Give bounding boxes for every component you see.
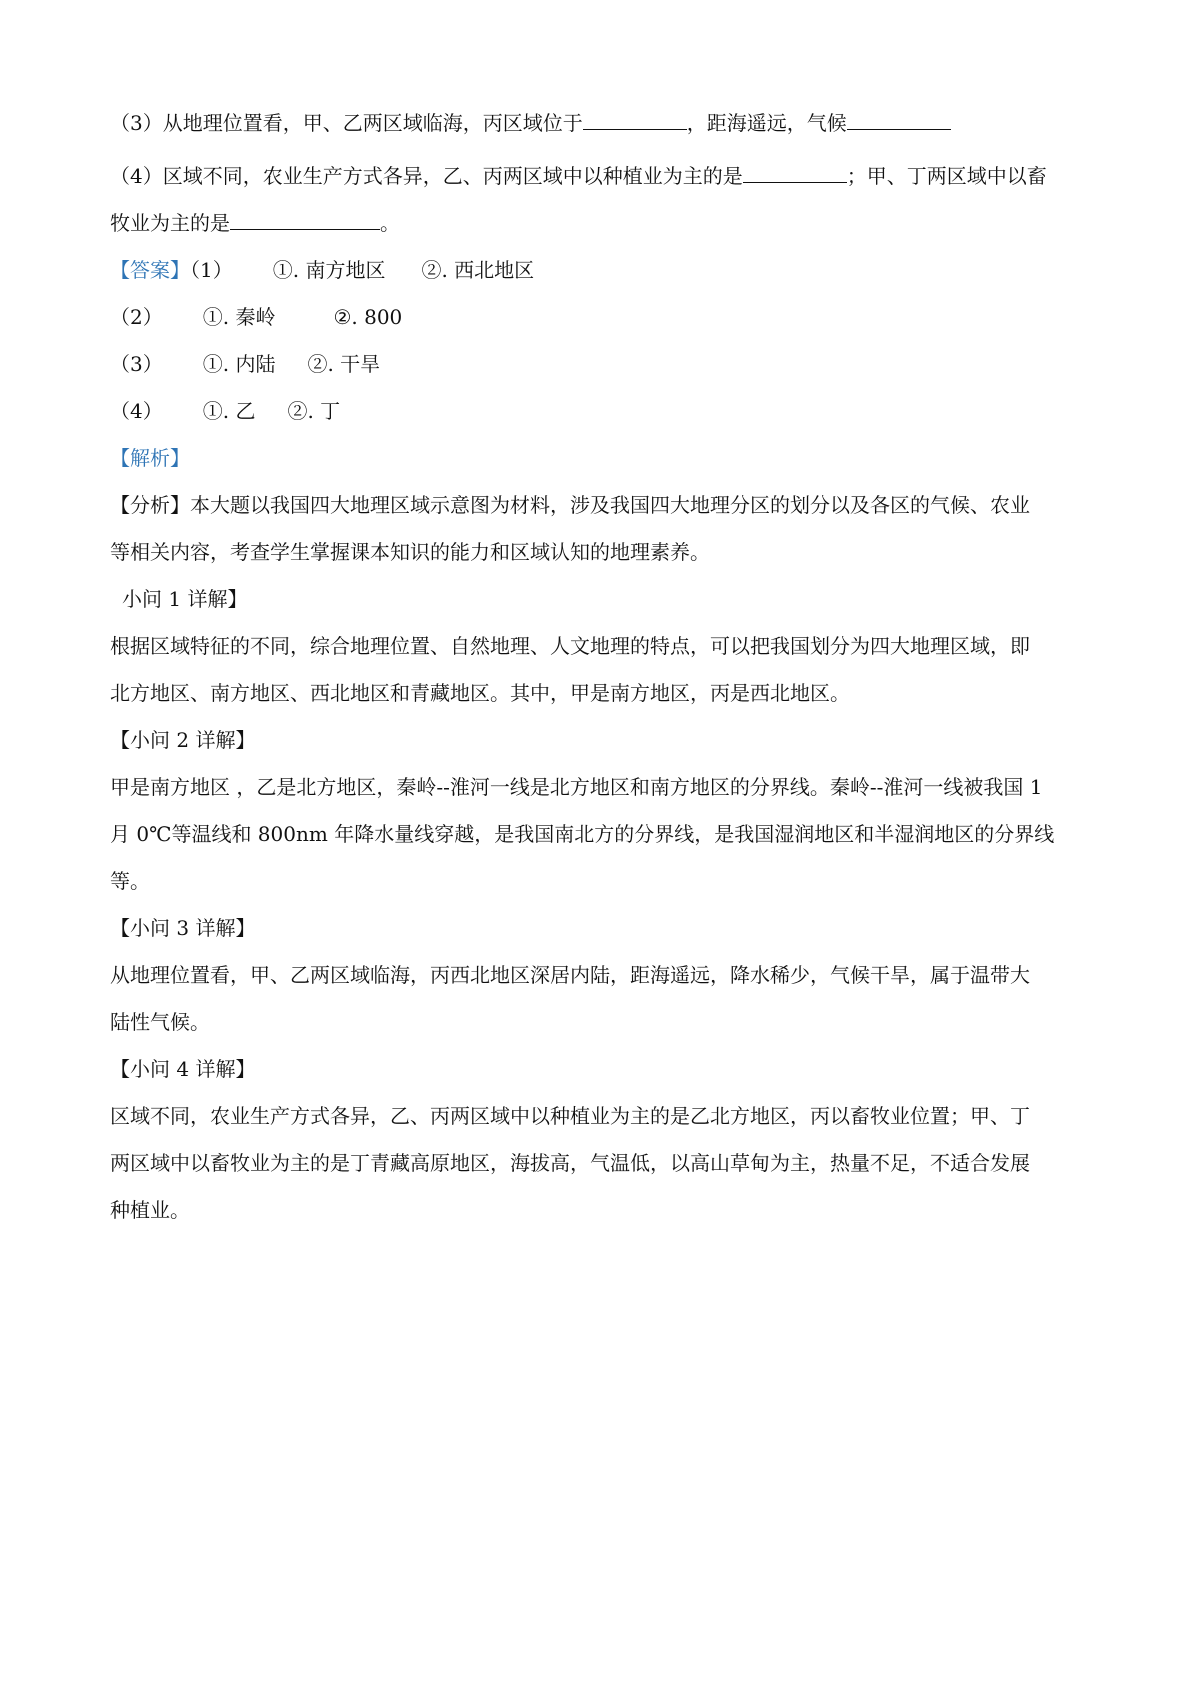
answer-label: 【答案】	[110, 258, 190, 282]
analysis-summary-line2: 等相关内容，考查学生掌握课本知识的能力和区域认知的地理素养。	[110, 540, 710, 564]
answer-row-a: ①. 秦岭	[202, 305, 276, 329]
answer-row-num: （2）	[110, 305, 163, 329]
question-4-line1-a: （4）区域不同，农业生产方式各异，乙、丙两区域中以种植业为主的是	[110, 164, 743, 188]
answer-row-num: （3）	[110, 352, 163, 376]
question-3	[110, 100, 1100, 147]
answer-blank	[847, 107, 951, 130]
subquestion-1-body	[110, 623, 1100, 717]
answer-row-num: （1）	[190, 258, 233, 282]
subquestion-4-line3: 种植业。	[110, 1198, 190, 1222]
question-4-line1-b: ；甲、丁两区域中以畜	[846, 164, 1047, 188]
question-4-line2-b: 。	[380, 211, 400, 235]
question-3-text-b: ，距海遥远，气候	[686, 111, 847, 135]
subquestion-2-body	[110, 764, 1100, 905]
answer-row-b: ②. 丁	[287, 399, 341, 423]
question-4-line2-a: 牧业为主的是	[110, 211, 230, 235]
answer-blank	[743, 160, 847, 183]
subquestion-3-body	[110, 952, 1100, 1046]
subquestion-4-line2: 两区域中以畜牧业为主的是丁青藏高原地区，海拔高，气温低，以高山草甸为主，热量不足，不适合发展	[110, 1151, 1030, 1175]
answer-row-1	[110, 247, 1100, 294]
subquestion-2-line2: 月 0℃等温线和 800nm 年降水量线穿越，是我国南北方的分界线，是我国湿润地区和半湿润地区的分界线	[110, 822, 1055, 846]
subquestion-2-line3: 等。	[110, 869, 150, 893]
subquestion-4-line1: 区域不同，农业生产方式各异，乙、丙两区域中以种植业为主的是乙北方地区，丙以畜牧业位置；甲、丁	[110, 1104, 1030, 1128]
analysis-summary	[110, 482, 1100, 576]
answer-row-b: ②. 西北地区	[421, 258, 535, 282]
answer-row-b: ②. 800	[333, 305, 403, 329]
subquestion-3-line1: 从地理位置看，甲、乙两区域临海，丙西北地区深居内陆，距海遥远，降水稀少，气候干旱，属于温带大	[110, 963, 1030, 987]
subquestion-1-line1: 根据区域特征的不同，综合地理位置、自然地理、人文地理的特点，可以把我国划分为四大地理区域，即	[110, 634, 1030, 658]
subquestion-2-heading: 【小问 2 详解】	[110, 728, 256, 752]
answer-blank	[583, 107, 687, 130]
answer-row-4	[110, 388, 1100, 435]
subquestion-4-body	[110, 1093, 1100, 1234]
answer-row-a: ①. 内陆	[202, 352, 276, 376]
answer-row-num: （4）	[110, 399, 163, 423]
subquestion-1-heading: 小问 1 详解】	[122, 587, 248, 611]
analysis-label: 【解析】	[110, 446, 190, 470]
document-page	[110, 100, 1100, 1234]
subquestion-2-line1: 甲是南方地区 ，乙是北方地区，秦岭--淮河一线是北方地区和南方地区的分界线。秦岭--淮河一线被我国 1	[110, 775, 1043, 799]
subquestion-1-line2: 北方地区、南方地区、西北地区和青藏地区。其中，甲是南方地区，丙是西北地区。	[110, 681, 850, 705]
question-3-text-a: （3）从地理位置看，甲、乙两区域临海，丙区域位于	[110, 111, 583, 135]
answer-row-b: ②. 干旱	[307, 352, 381, 376]
answer-blank	[230, 207, 380, 230]
answer-row-a: ①. 南方地区	[272, 258, 386, 282]
subquestion-4-heading: 【小问 4 详解】	[110, 1057, 256, 1081]
answer-row-3	[110, 341, 1100, 388]
analysis-summary-line1: 【分析】本大题以我国四大地理区域示意图为材料，涉及我国四大地理分区的划分以及各区的气候、农业	[110, 493, 1030, 517]
subquestion-3-line2: 陆性气候。	[110, 1010, 210, 1034]
question-4	[110, 153, 1100, 247]
answer-row-a: ①. 乙	[202, 399, 256, 423]
answer-row-2	[110, 294, 1100, 341]
subquestion-3-heading: 【小问 3 详解】	[110, 916, 256, 940]
